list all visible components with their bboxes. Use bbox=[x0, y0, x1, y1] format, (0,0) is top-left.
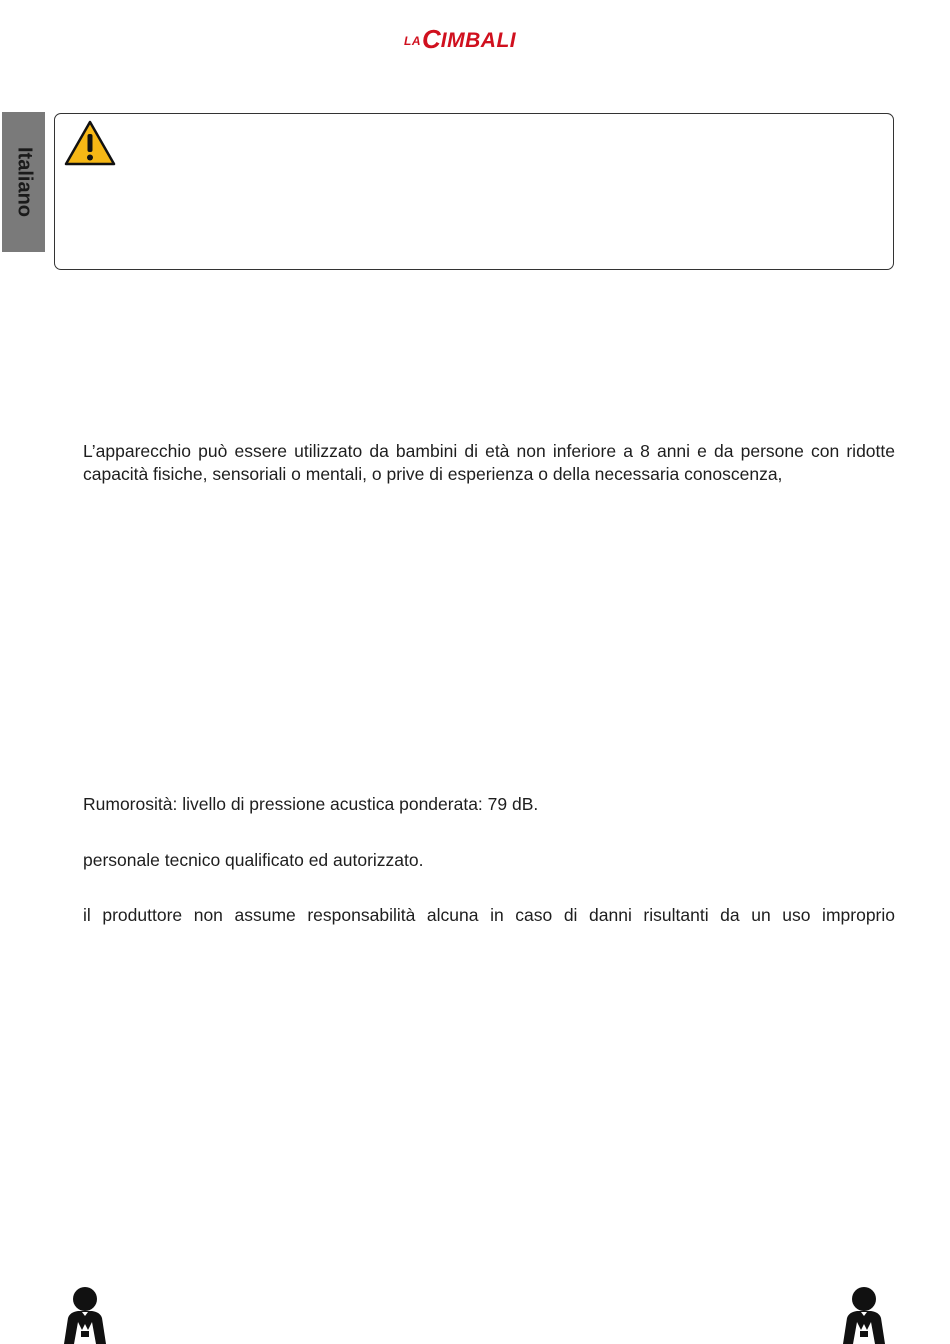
language-tab bbox=[2, 112, 45, 252]
technical-staff-paragraph: personale tecnico qualificato ed autorizzato. bbox=[83, 850, 424, 870]
logo-prefix: LA bbox=[404, 34, 421, 48]
brand-logo bbox=[404, 22, 546, 52]
liability-paragraph: il produttore non assume responsabilità alcuna in caso di danni risultanti da un uso improprio bbox=[83, 905, 895, 925]
noise-paragraph: Rumorosità: livello di pressione acustica ponderata: 79 dB. bbox=[83, 794, 539, 814]
warning-triangle-icon bbox=[63, 119, 117, 167]
barista-icon bbox=[835, 1286, 893, 1344]
children-use-paragraph: L’apparecchio può essere utilizzato da bambini di età non inferiore a 8 anni e da persone con ridotte capacità fisiche, sensoriali o mentali, o prive di esperienza o della necessaria conoscenza, bbox=[83, 441, 895, 484]
warning-box bbox=[54, 113, 894, 270]
logo-initial: C bbox=[422, 24, 441, 54]
barista-icon bbox=[56, 1286, 114, 1344]
language-label: Italiano bbox=[13, 146, 35, 218]
logo-rest: IMBALI bbox=[440, 29, 517, 52]
